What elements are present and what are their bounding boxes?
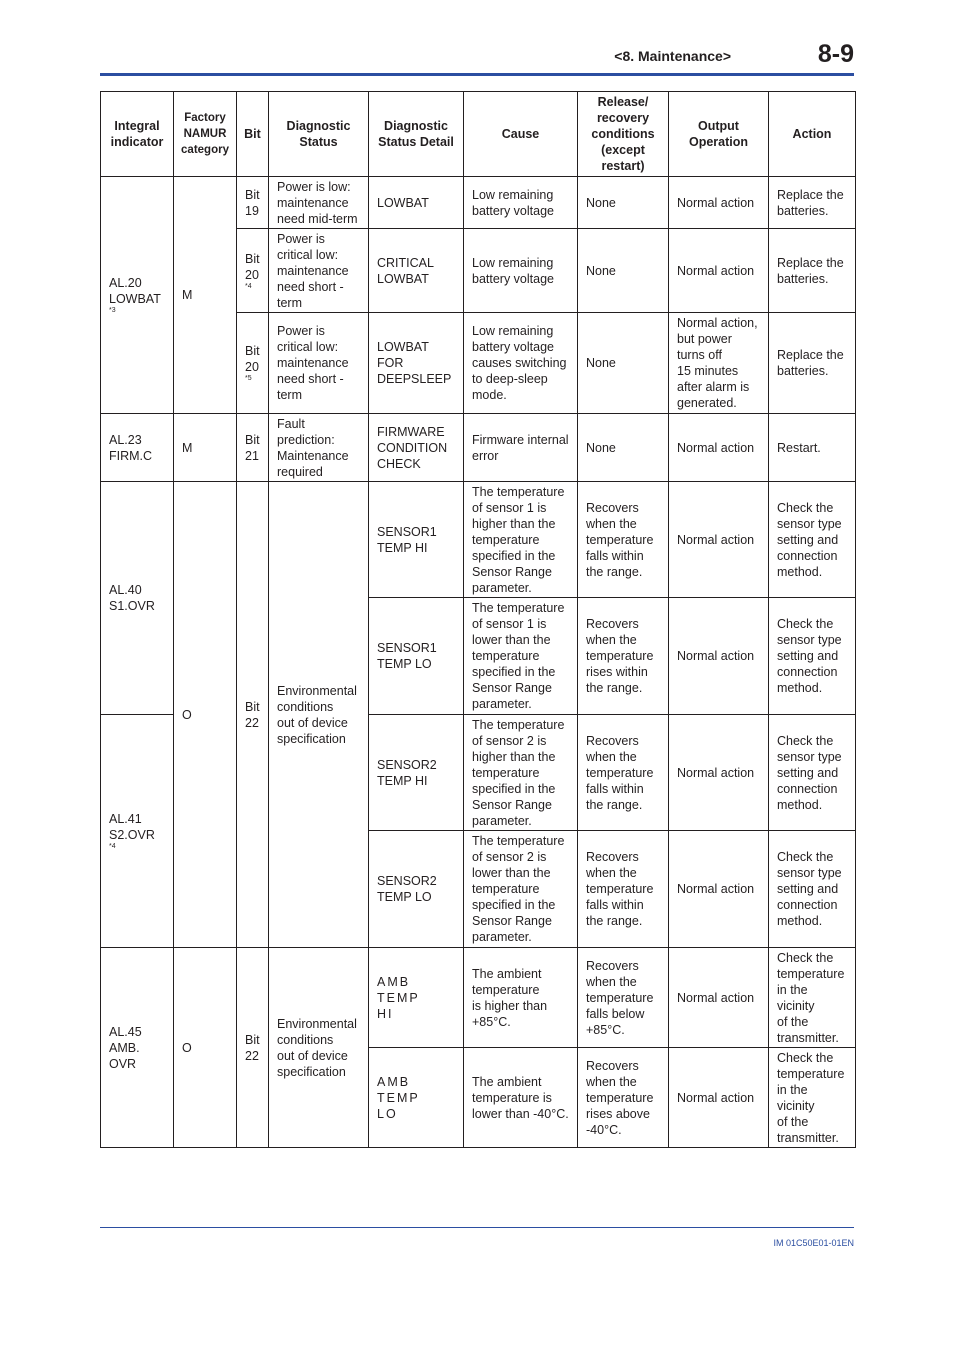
cell-bit: Bit 20 *5 — [237, 313, 269, 414]
cell-action: Check the sensor type setting and connection method. — [769, 715, 856, 831]
cell-bit: Bit 22 — [237, 482, 269, 948]
cell-release: Recovers when the temperature rises within the range. — [578, 598, 669, 715]
cell-indicator: AL.23 FIRM.C — [101, 414, 174, 482]
cell-cause: Low remaining battery voltage — [464, 229, 578, 313]
footnote-mark: *3 — [109, 307, 116, 314]
cell-action: Check the sensor type setting and connection method. — [769, 482, 856, 598]
col-header-release-conditions: Release/ recovery conditions (except restart) — [578, 92, 669, 177]
cell-detail: SENSOR2 TEMP HI — [369, 715, 464, 831]
cell-output: Normal action — [669, 1048, 769, 1148]
table-row — [101, 948, 856, 1048]
cell-cause: The temperature of sensor 2 is lower than the temperature specified in the Sensor Range parameter. — [464, 831, 578, 948]
cell-cause: Low remaining battery voltage causes switching to deep-sleep mode. — [464, 313, 578, 414]
cell-output: Normal action — [669, 414, 769, 482]
footnote-mark: *4 — [109, 843, 116, 850]
cell-detail: AMB TEMP LO — [369, 1048, 464, 1148]
cell-action: Restart. — [769, 414, 856, 482]
cell-detail: LOWBAT FOR DEEPSLEEP — [369, 313, 464, 414]
col-header-integral-indicator: Integral indicator — [101, 92, 174, 177]
cell-output: Normal action — [669, 482, 769, 598]
cell-category: M — [174, 177, 237, 414]
cell-release: None — [578, 177, 669, 229]
col-header-output-operation: Output Operation — [669, 92, 769, 177]
cell-cause: The temperature of sensor 1 is higher than the temperature specified in the Sensor Range parameter. — [464, 482, 578, 598]
cell-release: Recovers when the temperature falls within the range. — [578, 831, 669, 948]
cell-action: Replace the batteries. — [769, 177, 856, 229]
cell-detail: LOWBAT — [369, 177, 464, 229]
cell-output: Normal action, but power turns off 15 minutes after alarm is generated. — [669, 313, 769, 414]
cell-release: Recovers when the temperature falls within the range. — [578, 482, 669, 598]
cell-category: O — [174, 482, 237, 948]
cell-detail: CRITICAL LOWBAT — [369, 229, 464, 313]
col-header-namur-category: Factory NAMUR category — [174, 92, 237, 177]
cell-action: Check the sensor type setting and connection method. — [769, 598, 856, 715]
page-number: 8-9 — [817, 40, 854, 68]
cell-bit: Bit 22 — [237, 948, 269, 1148]
footnote-mark: *5 — [245, 375, 252, 382]
cell-release: Recovers when the temperature rises above -40°C. — [578, 1048, 669, 1148]
table-row — [101, 177, 856, 229]
cell-action: Check the sensor type setting and connection method. — [769, 831, 856, 948]
cell-release: Recovers when the temperature falls below +85°C. — [578, 948, 669, 1048]
col-header-bit: Bit — [237, 92, 269, 177]
col-header-diagnostic-status: Diagnostic Status — [269, 92, 369, 177]
footer-rule — [100, 1227, 854, 1228]
cell-cause: The ambient temperature is lower than -40°C. — [464, 1048, 578, 1148]
cell-status: Environmental conditions out of device specification — [269, 948, 369, 1148]
cell-action: Check the temperature in the vicinity of the transmitter. — [769, 948, 856, 1048]
cell-output: Normal action — [669, 229, 769, 313]
section-title: <8. Maintenance> — [614, 48, 731, 64]
footnote-mark: *4 — [245, 282, 252, 290]
cell-release: Recovers when the temperature falls within the range. — [578, 715, 669, 831]
cell-cause: The temperature of sensor 1 is lower than the temperature specified in the Sensor Range parameter. — [464, 598, 578, 715]
cell-bit: Bit 21 — [237, 414, 269, 482]
col-header-action: Action — [769, 92, 856, 177]
diagnostic-status-table — [100, 91, 856, 1148]
cell-indicator: AL.41 S2.OVR *4 — [101, 715, 174, 948]
col-header-cause: Cause — [464, 92, 578, 177]
cell-bit: Bit 20 *4 — [237, 229, 269, 313]
table-header-row — [101, 92, 856, 177]
cell-cause: The temperature of sensor 2 is higher than the temperature specified in the Sensor Range parameter. — [464, 715, 578, 831]
cell-release: None — [578, 229, 669, 313]
cell-category: O — [174, 948, 237, 1148]
cell-release: None — [578, 313, 669, 414]
cell-release: None — [578, 414, 669, 482]
cell-cause: Low remaining battery voltage — [464, 177, 578, 229]
cell-bit: Bit 19 — [237, 177, 269, 229]
cell-action: Replace the batteries. — [769, 313, 856, 414]
cell-status: Power is critical low: maintenance need short - term — [269, 229, 369, 313]
cell-cause: Firmware internal error — [464, 414, 578, 482]
cell-indicator: AL.20 LOWBAT *3 — [101, 177, 174, 414]
cell-category: M — [174, 414, 237, 482]
table-row — [101, 414, 856, 482]
cell-status: Power is low: maintenance need mid-term — [269, 177, 369, 229]
cell-status: Fault prediction: Maintenance required — [269, 414, 369, 482]
header-rule — [100, 73, 854, 76]
cell-output: Normal action — [669, 598, 769, 715]
cell-output: Normal action — [669, 948, 769, 1048]
cell-output: Normal action — [669, 177, 769, 229]
cell-indicator: AL.45 AMB. OVR — [101, 948, 174, 1148]
cell-cause: The ambient temperature is higher than +85°C. — [464, 948, 578, 1048]
cell-detail: SENSOR1 TEMP HI — [369, 482, 464, 598]
cell-detail: FIRMWARE CONDITION CHECK — [369, 414, 464, 482]
cell-detail: SENSOR1 TEMP LO — [369, 598, 464, 715]
cell-action: Check the temperature in the vicinity of the transmitter. — [769, 1048, 856, 1148]
cell-output: Normal action — [669, 831, 769, 948]
cell-output: Normal action — [669, 715, 769, 831]
cell-status: Environmental conditions out of device specification — [269, 482, 369, 948]
document-id: IM 01C50E01-01EN — [773, 1238, 854, 1248]
cell-status: Power is critical low: maintenance need short - term — [269, 313, 369, 414]
cell-detail: AMB TEMP HI — [369, 948, 464, 1048]
cell-detail: SENSOR2 TEMP LO — [369, 831, 464, 948]
cell-indicator: AL.40 S1.OVR — [101, 482, 174, 715]
cell-action: Replace the batteries. — [769, 229, 856, 313]
col-header-status-detail: Diagnostic Status Detail — [369, 92, 464, 177]
table-row — [101, 482, 856, 598]
